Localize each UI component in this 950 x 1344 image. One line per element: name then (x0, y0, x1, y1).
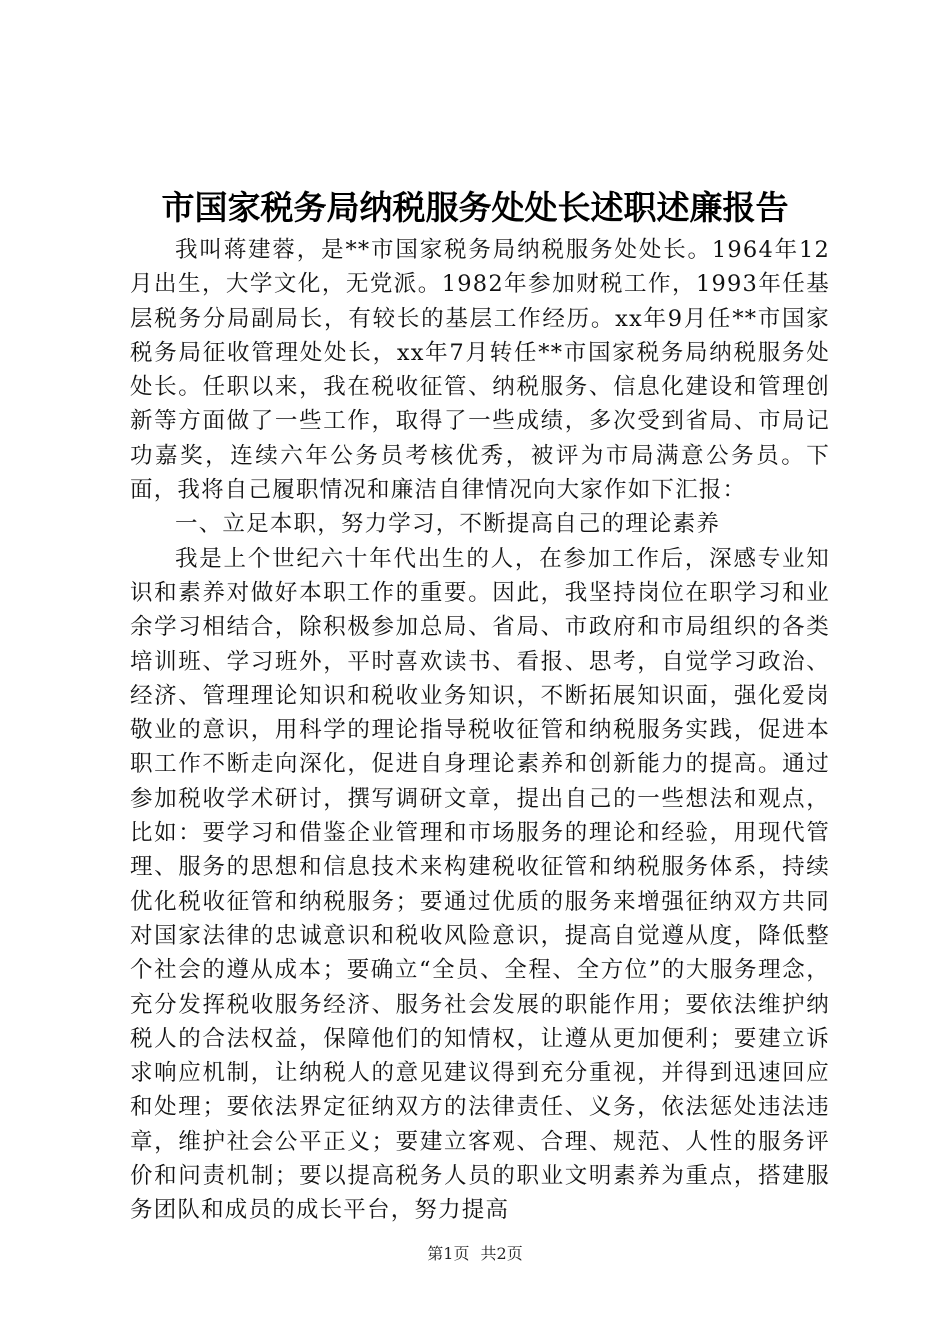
document-body (130, 233, 830, 1228)
intro-paragraph: 我叫蒋建蓉，是**市国家税务局纳税服务处处长。1964年12月出生，大学文化，无党派。1982年参加财税工作，1993年任基层税务分局副局长，有较长的基层工作经历。xx年9月任**市国家税务局征收管理处处长，xx年7月转任**市国家税务局纳税服务处处长。任职以来，我在税收征管、纳税服务、信息化建设和管理创新等方面做了一些工作，取得了一些成绩，多次受到省局、市局记功嘉奖，连续六年公务员考核优秀，被评为市局满意公务员。下面，我将自己履职情况和廉洁自律情况向大家作如下汇报： (130, 237, 830, 504)
document-title: 市国家税务局纳税服务处处长述职述廉报告 (161, 188, 789, 227)
section-paragraph: 我是上个世纪六十年代出生的人，在参加工作后，深感专业知识和素养对做好本职工作的重要。因此，我坚持岗位在职学习和业余学习相结合，除积极参加总局、省局、市政府和市局组织的各类培训班、学习班外，平时喜欢读书、看报、思考，自觉学习政治、经济、管理理论知识和税收业务知识，不断拓展知识面，强化爱岗敬业的意识，用科学的理论指导税收征管和纳税服务实践，促进本职工作不断走向深化，促进自身理论素养和创新能力的提高。通过参加税收学术研讨，撰写调研文章，提出自己的一些想法和观点，比如：要学习和借鉴企业管理和市场服务的理论和经验，用现代管理、服务的思想和信息技术来构建税收征管和纳税服务体系，持续优化税收征管和纳税服务；要通过优质的服务来增强征纳双方共同对国家法律的忠诚意识和税收风险意识，提高自觉遵从度，降低整个社会的遵从成本；要确立“全员、全程、全方位”的大服务理念，充分发挥税收服务经济、服务社会发展的职能作用；要依法维护纳税人的合法权益，保障他们的知情权，让遵从更加便利；要建立诉求响应机制，让纳税人的意见建议得到充分重视，并得到迅速回应和处理；要依法界定征纳双方的法律责任、义务，依法惩处违法违章，维护社会公平正义；要建立客观、合理、规范、人性的服务评价和问责机制；要以提高税务人员的职业文明素养为重点，搭建服务团队和成员的成长平台，努力提高 (130, 545, 830, 1224)
section-heading: 一、立足本职，努力学习，不断提高自己的理论素养 (175, 511, 721, 538)
page-total: 共2页 (480, 1244, 523, 1263)
page-number: 第1页 (427, 1244, 470, 1263)
page-footer (0, 1244, 950, 1264)
